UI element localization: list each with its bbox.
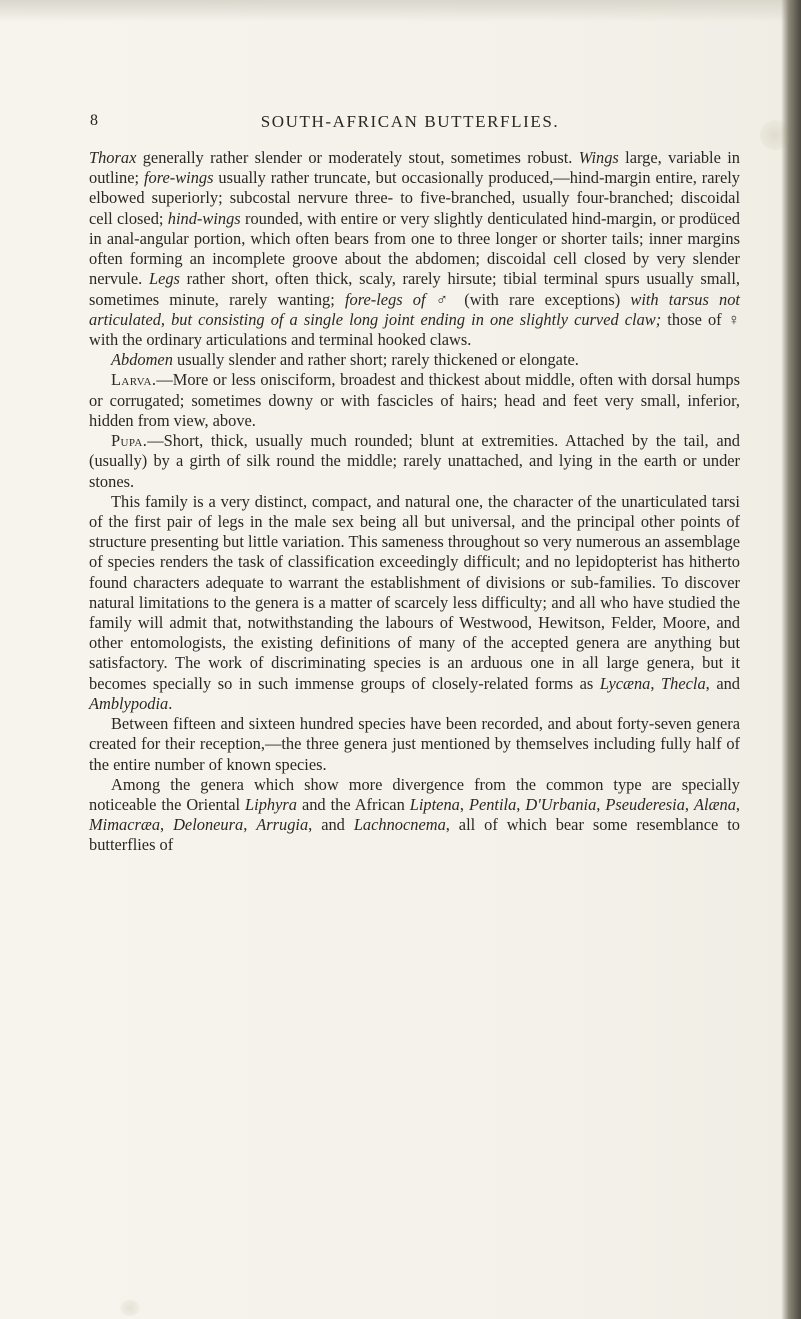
page-top-shadow [0,0,801,22]
italic-term: Deloneura [173,815,244,835]
text-run: Between fifteen and sixteen hundred species have been recorded, and about forty-seven genera created for their reception,—the three genera just mentioned by themselves including fully half of the entire number of known species. [89,714,740,774]
text-run: rounded, with entire or very slightly denticulated hind-margin, or prodüced in anal-angular portion, which often bears from one to three longer or shorter tails; inner margins often forming an incomplete groove about the abdomen; discoidal cell closed by very slender nervule. [89,208,740,289]
text-run: (with rare exceptions) [454,289,631,309]
paper-spot [760,120,790,150]
running-head: SOUTH-AFRICAN BUTTERFLIES. [260,112,560,131]
italic-term: Amblypodia [89,693,169,713]
text-run: , [684,795,694,814]
italic-term: Abdomen [111,350,173,370]
text-run: , all of which bear some resemblance to butterflies of [89,815,740,855]
text-run: generally rather slender or moderately stout, sometimes robust. [136,148,579,167]
italic-term: Liptena [409,795,460,814]
italic-term: Lycæna [599,673,651,693]
text-run: —More or less onisciform, broadest and thickest about middle, often with dorsal humps or corrugated; sometimes downy or with fascicles of hairs; head and feet very small, inferior, hidden from view, above. [89,370,740,430]
text-run: , [160,815,174,835]
italic-term: Arrugia [256,815,309,835]
italic-term: Alæna [694,795,736,814]
page-header [90,112,730,136]
page-number: 8 [90,112,99,129]
paragraph-pupa [89,431,740,492]
italic-term: fore-legs of ♂ [344,289,455,309]
italic-term: hind-wings [167,208,241,228]
italic-term: Liphyra [245,795,297,814]
section-label: Larva. [111,370,157,390]
text-run: and the African [296,795,410,814]
italic-term: Mimacræa [89,815,161,835]
text-run: rather short, often thick, scaly, rarely hirsute; tibial terminal spurs usually small, sometimes minute, rarely wanting; [89,269,740,309]
text-run: , [735,795,740,814]
text-run: , [243,815,257,835]
text-run: , [459,795,469,814]
paragraph-thorax [89,148,740,350]
italic-term: Lachnocnema [353,815,446,835]
paper-spot [120,1300,140,1316]
italic-term: Wings [578,148,619,167]
italic-term: Thecla [661,673,706,693]
section-label: Pupa. [111,431,148,451]
text-run: usually slender and rather short; rarely thickened or elongate. [172,350,579,370]
text-run: large, variable in outline; [89,148,740,188]
paragraph-divergent-genera [89,775,740,856]
italic-term: Pseuderesia [605,795,685,814]
text-run: , and [308,815,354,835]
paragraph-species-count [89,714,740,775]
italic-term: fore-wings [144,168,214,188]
page-binding-edge [781,0,801,1319]
text-run: , [650,673,662,693]
text-run: , [596,795,606,814]
paragraph-abdomen [89,350,740,370]
text-run: those of ♀ with the ordinary articulations and terminal hooked claws. [89,309,740,349]
text-run: This family is a very distinct, compact, and natural one, the character of the unarticulated tarsi of the first pair of legs in the male sex being all but universal, and the principal other points of structure presenting but little variation. This sameness throughout so very numerous an assemblage of species renders the task of classification exceedingly difficult; and no lepidopterist has hitherto found characters adequate to warrant the establishment of divisions or sub-families. To discover natural limitations to the genera is a matter of scarcely less difficulty; and all who have studied the family will admit that, notwithstanding the labours of Westwood, Hewitson, Felder, Moore, and other entomologists, the existing definitions of many of the accepted genera are anything but satisfactory. The work of discriminating species is an arduous one in all large genera, but it becomes specially so in such immense groups of closely-related forms as [89,491,740,693]
text-run: , [516,795,526,814]
italic-term: Thorax [89,148,137,167]
text-run: usually rather truncate, but occasionally produced,—hind-margin entire, rarely elbowed superiorly; subcostal nervure three- to five-branched, usually four-branched; discoidal cell closed; [89,168,740,228]
text-run: Among the genera which show more divergence from the common type are specially noticeable the Oriental [89,774,740,814]
italic-term: with tarsus not articulated, but consisting of a single long joint ending in one slightly curved claw; [89,289,740,329]
body-text [89,148,740,856]
text-run: , and [705,673,740,693]
italic-term: Pentila [468,795,517,814]
text-run: —Short, thick, usually much rounded; blunt at extremities. Attached by the tail, and (usually) by a girth of silk round the middle; rarely unattached, and lying in the earth or under stones. [89,431,740,491]
italic-term: Legs [148,269,180,289]
paragraph-larva [89,370,740,431]
italic-term: D'Urbania [525,795,597,814]
text-run: . [168,693,173,713]
paragraph-family-description [89,492,740,714]
